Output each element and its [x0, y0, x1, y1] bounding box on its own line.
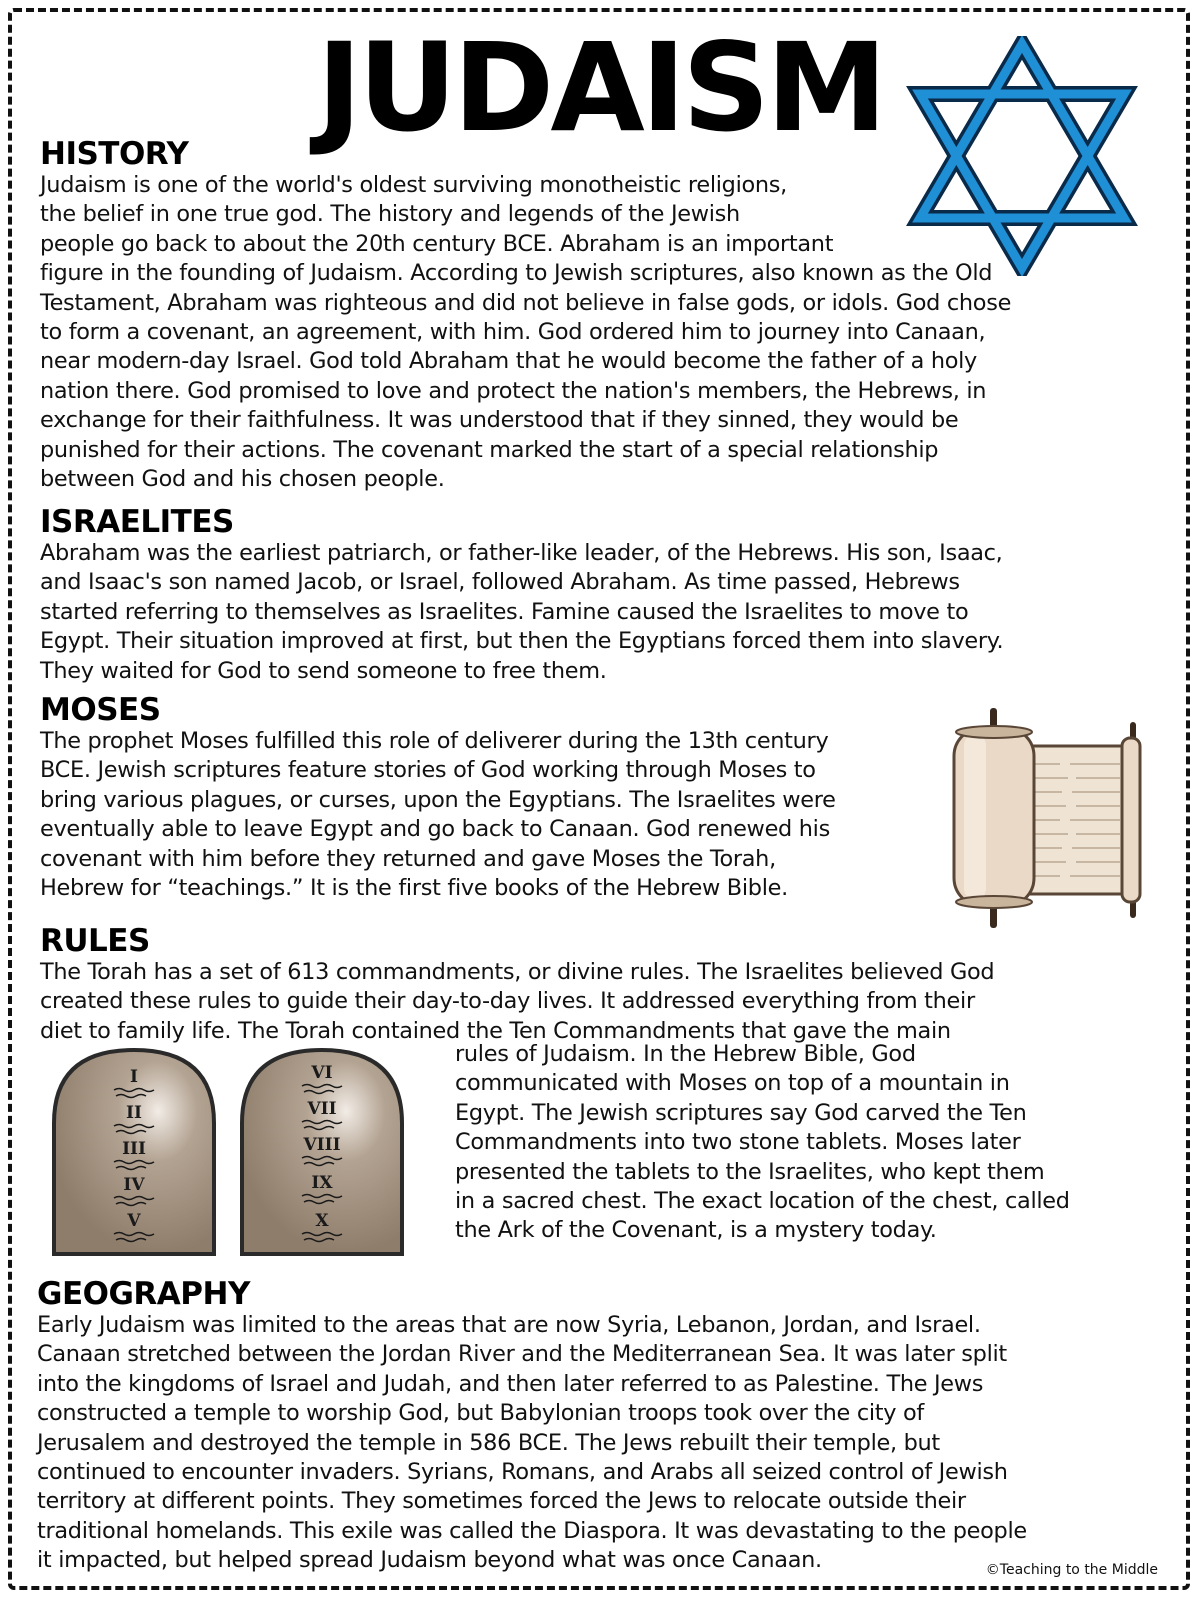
section-heading: RULES — [40, 923, 150, 959]
text-line: near modern-day Israel. God told Abraham that he would become the father of a holy — [40, 348, 977, 375]
tablet-numeral: I — [130, 1067, 138, 1087]
section-body — [40, 958, 1160, 1046]
torah-scroll-icon — [950, 708, 1150, 928]
section-israelites — [40, 505, 1160, 686]
text-line: in a sacred chest. The exact location of the chest, called — [455, 1188, 1070, 1215]
text-line: punished for their actions. The covenant marked the start of a special relationship — [40, 436, 939, 463]
text-line: to form a covenant, an agreement, with him. God ordered him to journey into Canaan, — [40, 319, 986, 346]
text-line: and Isaac's son named Jacob, or Israel, followed Abraham. As time passed, Hebrews — [40, 569, 960, 596]
text-line: Egypt. The Jewish scriptures say God carved the Ten — [455, 1099, 1027, 1126]
text-line: territory at different points. They sometimes forced the Jews to relocate outside their — [37, 1488, 966, 1515]
tablet-numeral: IX — [311, 1173, 333, 1193]
text-line: The prophet Moses fulfilled this role of deliverer during the 13th century — [40, 728, 829, 754]
text-line: communicated with Moses on top of a mountain in — [455, 1070, 1010, 1097]
text-line: eventually able to leave Egypt and go back to Canaan. God renewed his — [40, 816, 830, 843]
text-line: presented the tablets to the Israelites, who kept them — [455, 1158, 1045, 1185]
copyright-notice: ©Teaching to the Middle — [985, 1562, 1158, 1578]
text-line: figure in the founding of Judaism. According to Jewish scriptures, also known as the Old — [40, 260, 993, 287]
section-geography — [37, 1277, 1167, 1576]
section-body — [37, 1311, 1167, 1576]
text-line: it impacted, but helped spread Judaism beyond what was once Canaan. — [37, 1547, 822, 1574]
text-line: between God and his chosen people. — [40, 466, 445, 493]
text-line: Testament, Abraham was righteous and did not believe in false gods, or idols. God chose — [40, 289, 1012, 316]
text-line: the belief in one true god. The history and legends of the Jewish — [40, 201, 740, 228]
section-history — [40, 137, 1160, 494]
tablet-numeral: III — [122, 1139, 146, 1159]
section-body — [40, 171, 1160, 494]
text-line: Commandments into two stone tablets. Moses later — [455, 1129, 1021, 1156]
text-line: They waited for God to send someone to free them. — [40, 657, 607, 684]
section-heading: ISRAELITES — [40, 504, 234, 540]
page-title: JUDAISM — [316, 17, 884, 159]
text-line: Egypt. Their situation improved at first, but then the Egyptians forced them into slavery. — [40, 628, 1004, 655]
section-body — [40, 727, 960, 903]
text-line: nation there. God promised to love and protect the nation's members, the Hebrews, in — [40, 377, 987, 404]
tablet-numeral: VIII — [303, 1135, 341, 1155]
text-line: The Torah has a set of 613 commandments, or divine rules. The Israelites believed God — [40, 959, 995, 985]
text-line: Hebrew for “teachings.” It is the first five books of the Hebrew Bible. — [40, 875, 788, 902]
section-heading: HISTORY — [40, 136, 189, 172]
text-line: into the kingdoms of Israel and Judah, and then later referred to as Palestine. The Jews — [37, 1370, 984, 1397]
commandment-tablets-icon — [48, 1048, 428, 1258]
tablet-numeral: VII — [307, 1099, 337, 1119]
section-heading: GEOGRAPHY — [37, 1276, 250, 1312]
tablet-numeral: X — [315, 1211, 329, 1231]
text-line: people go back to about the 20th century BCE. Abraham is an important — [40, 230, 834, 257]
text-line: started referring to themselves as Israelites. Famine caused the Israelites to move to — [40, 598, 969, 625]
rules-side-text — [455, 1040, 1175, 1246]
text-line: diet to family life. The Torah contained the Ten Commandments that gave the main — [40, 1017, 951, 1044]
tablet-numeral: IV — [123, 1175, 145, 1195]
text-line: continued to encounter invaders. Syrians, Romans, and Arabs all seized control of Jewish — [37, 1459, 1008, 1486]
text-line: constructed a temple to worship God, but Babylonian troops took over the city of — [37, 1400, 925, 1427]
text-line: covenant with him before they returned and gave Moses the Torah, — [40, 845, 776, 872]
text-line: exchange for their faithfulness. It was understood that if they sinned, they would be — [40, 407, 959, 434]
tablet-numeral: VI — [311, 1063, 333, 1083]
section-body — [40, 539, 1160, 686]
section-moses — [40, 693, 960, 903]
text-line: bring various plagues, or curses, upon the Egyptians. The Israelites were — [40, 786, 836, 813]
section-body — [455, 1040, 1175, 1246]
text-line: the Ark of the Covenant, is a mystery today. — [455, 1217, 937, 1244]
section-heading: MOSES — [40, 692, 161, 728]
text-line: BCE. Jewish scriptures feature stories of God working through Moses to — [40, 757, 816, 784]
tablet-numeral: V — [127, 1211, 141, 1231]
text-line: created these rules to guide their day-to-day lives. It addressed everything from their — [40, 988, 975, 1015]
text-line: Early Judaism was limited to the areas that are now Syria, Lebanon, Jordan, and Israel. — [37, 1312, 981, 1338]
text-line: Jerusalem and destroyed the temple in 586 BCE. The Jews rebuilt their temple, but — [37, 1429, 940, 1456]
tablet-numeral: II — [126, 1103, 142, 1123]
section-rules — [40, 924, 1160, 1046]
text-line: Canaan stretched between the Jordan River and the Mediterranean Sea. It was later split — [37, 1341, 1007, 1368]
text-line: traditional homelands. This exile was called the Diaspora. It was devastating to the people — [37, 1517, 1027, 1544]
text-line: Abraham was the earliest patriarch, or father-like leader, of the Hebrews. His son, Isaac, — [40, 540, 1003, 566]
text-line: Judaism is one of the world's oldest surviving monotheistic religions, — [40, 172, 787, 198]
text-line: rules of Judaism. In the Hebrew Bible, God — [455, 1041, 916, 1067]
